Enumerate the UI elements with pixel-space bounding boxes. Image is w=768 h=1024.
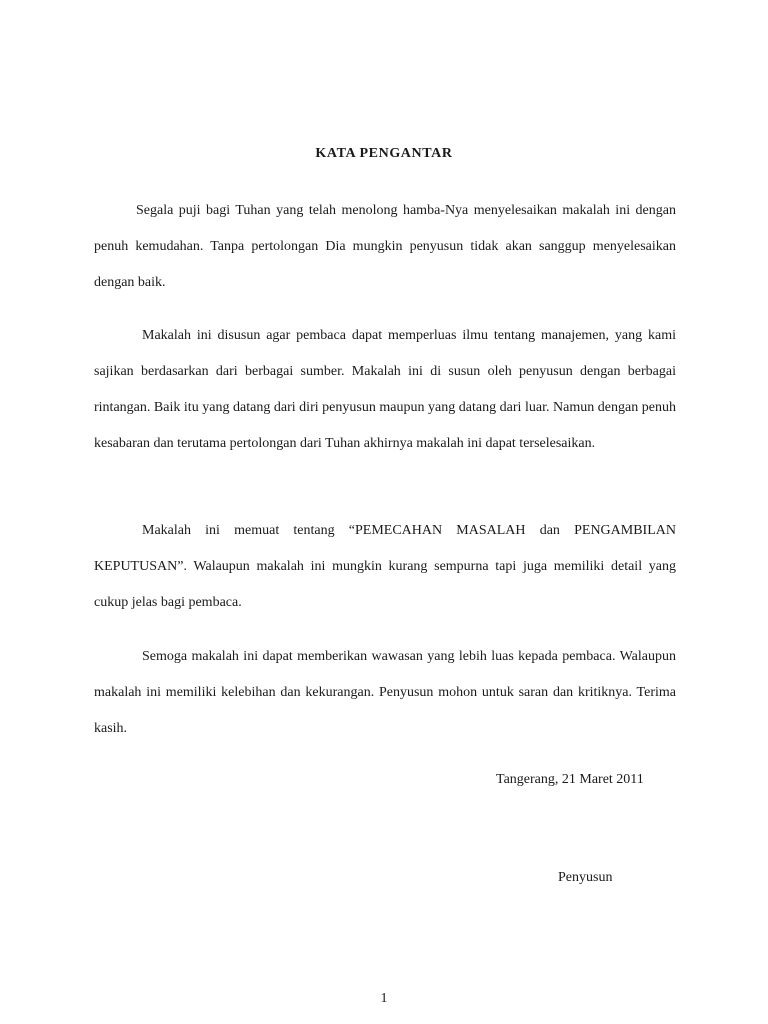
place-date: Tangerang, 21 Maret 2011 [496,772,644,787]
page-number: 1 [380,991,388,1006]
paragraph-1: Segala puji bagi Tuhan yang telah menolong hamba-Nya menyelesaikan makalah ini dengan penuh kemudahan. Tanpa pertolongan Dia mungkin penyusun tidak akan sanggup menyelesaikan dengan baik. [94,203,676,290]
page-title: KATA PENGANTAR [315,146,453,161]
signer-name: Penyusun [558,870,613,885]
paragraph-3: Makalah ini memuat tentang “PEMECAHAN MASALAH dan PENGAMBILAN KEPUTUSAN”. Walaupun makalah ini mungkin kurang sempurna tapi juga memiliki detail yang cukup jelas bagi pembaca. [94,523,676,610]
paragraph-2: Makalah ini disusun agar pembaca dapat memperluas ilmu tentang manajemen, yang kami sajikan berdasarkan dari berbagai sumber. Makalah ini di susun oleh penyusun dengan berbagai rintangan. Baik itu yang datang dari diri penyusun maupun yang datang dari luar. Namun dengan penuh kesabaran dan terutama pertolongan dari Tuhan akhirnya makalah ini dapat terselesaikan. [94,328,676,451]
paragraph-4: Semoga makalah ini dapat memberikan wawasan yang lebih luas kepada pembaca. Walaupun makalah ini memiliki kelebihan dan kekurangan. Penyusun mohon untuk saran dan kritiknya. Terima kasih. [94,649,676,736]
